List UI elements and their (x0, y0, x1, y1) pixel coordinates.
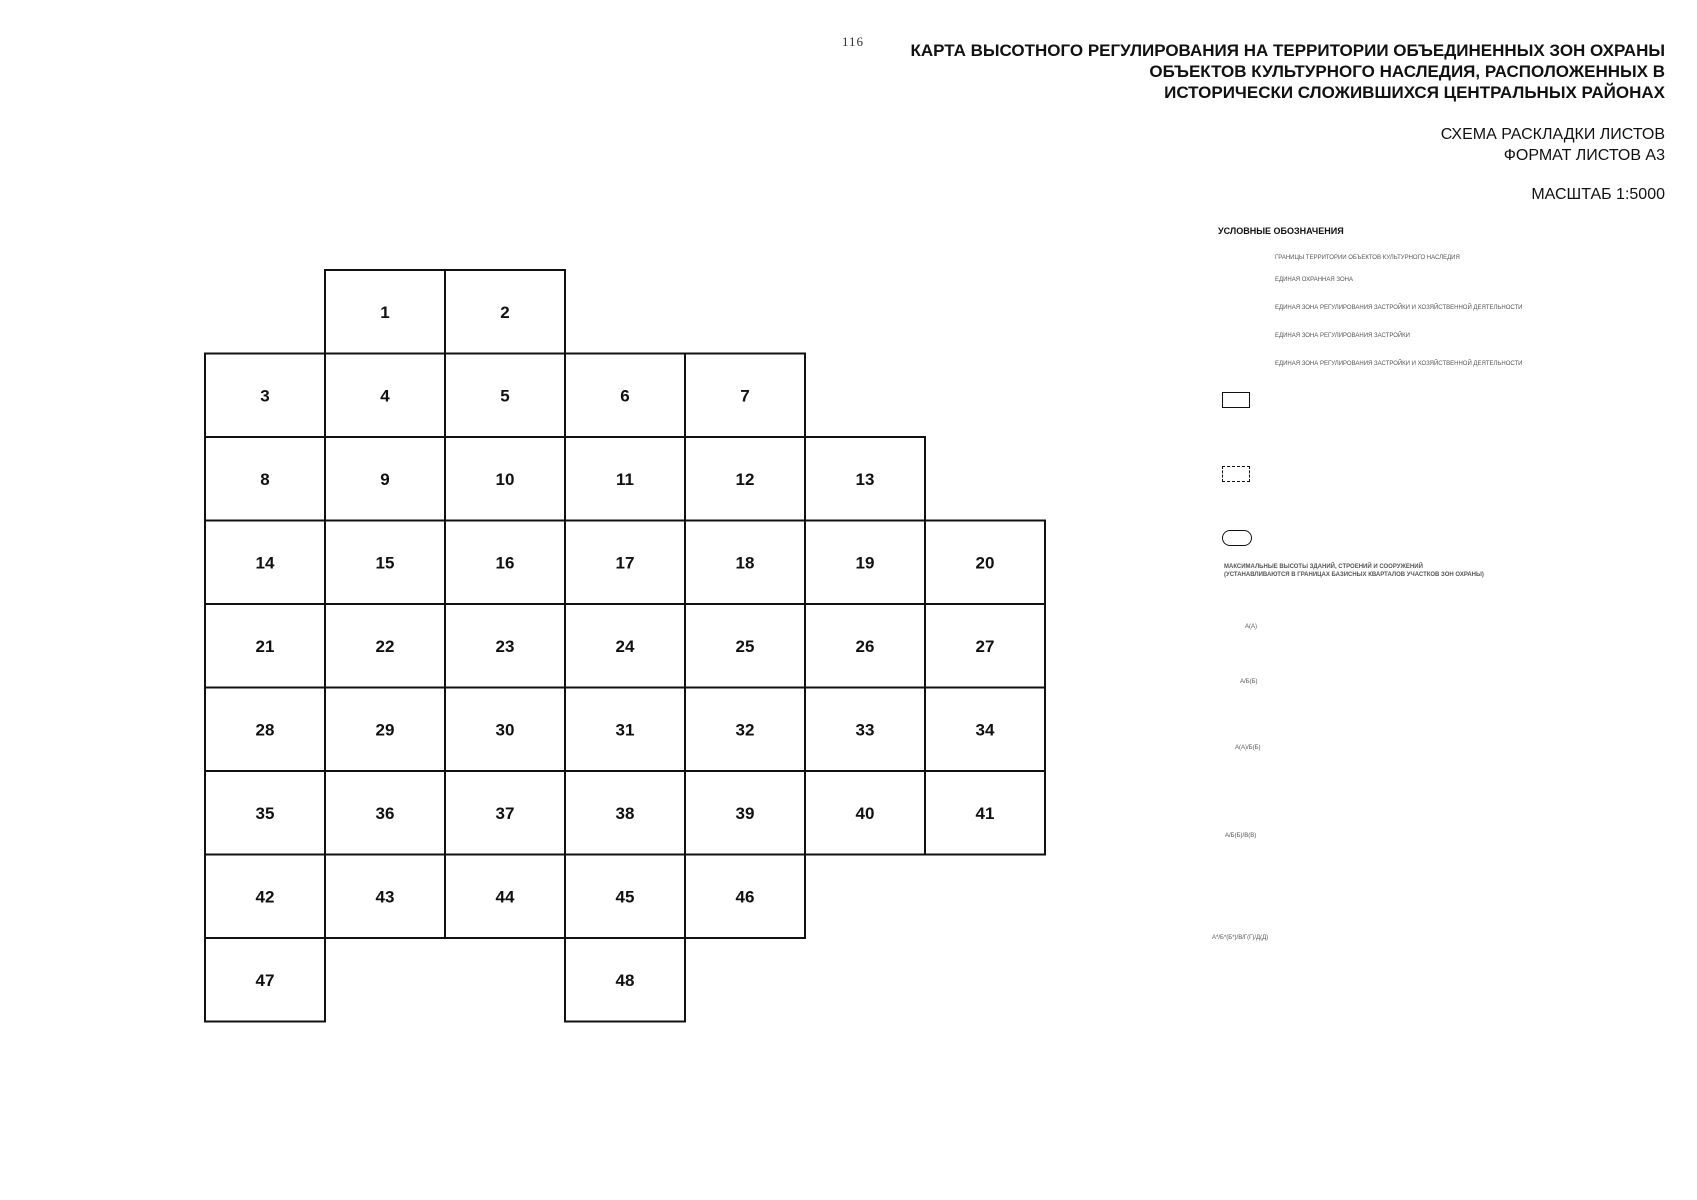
sheet-label-25: 25 (735, 636, 755, 656)
sheet-label-23: 23 (495, 636, 515, 656)
legend-item-4: ЕДИНАЯ ЗОНА РЕГУЛИРОВАНИЯ ЗАСТРОЙКИ (1275, 333, 1410, 339)
sheet-label-12: 12 (735, 469, 755, 489)
sheet-label-48: 48 (615, 970, 635, 990)
sheet-label-35: 35 (255, 803, 275, 823)
sheet-label-42: 42 (255, 887, 275, 907)
legend-item-2: ЕДИНАЯ ОХРАННАЯ ЗОНА (1275, 277, 1353, 283)
sheet-label-43: 43 (375, 887, 395, 907)
sheet-label-34: 34 (975, 720, 995, 740)
sheet-label-40: 40 (855, 803, 875, 823)
legend-item-1: ГРАНИЦЫ ТЕРРИТОРИИ ОБЪЕКТОВ КУЛЬТУРНОГО НАСЛЕДИЯ (1275, 255, 1460, 261)
legend-group-label-3: А(А)/Б(Б) (1235, 745, 1261, 751)
sheet-label-31: 31 (615, 720, 635, 740)
sheet-label-21: 21 (255, 636, 275, 656)
sheet-label-14: 14 (255, 553, 275, 573)
sheet-label-27: 27 (975, 636, 995, 656)
legend-item-5: ЕДИНАЯ ЗОНА РЕГУЛИРОВАНИЯ ЗАСТРОЙКИ И ХОЗЯЙСТВЕННОЙ ДЕЯТЕЛЬНОСТИ (1275, 361, 1523, 367)
title-line-2: ОБЪЕКТОВ КУЛЬТУРНОГО НАСЛЕДИЯ, РАСПОЛОЖЕННЫХ В (1149, 62, 1665, 81)
subtitle-line-2: ФОРМАТ ЛИСТОВ А3 (1503, 147, 1665, 164)
legend-heights-subtitle: (УСТАНАВЛИВАЮТСЯ В ГРАНИЦАХ БАЗИСНЫХ КВАРТАЛОВ УЧАСТКОВ ЗОН ОХРАНЫ) (1224, 572, 1484, 578)
sheet-label-36: 36 (375, 803, 395, 823)
sheet-label-6: 6 (620, 386, 630, 406)
title-line-1: КАРТА ВЫСОТНОГО РЕГУЛИРОВАНИЯ НА ТЕРРИТОРИИ ОБЪЕДИНЕННЫХ ЗОН ОХРАНЫ (910, 41, 1665, 60)
sheet-label-22: 22 (375, 636, 395, 656)
sheet-label-30: 30 (495, 720, 515, 740)
sheet-label-9: 9 (380, 469, 390, 489)
legend-swatch-dashed (1222, 466, 1250, 482)
legend-swatch-solid (1222, 392, 1250, 408)
sheet-label-45: 45 (615, 887, 635, 907)
sheet-label-19: 19 (855, 553, 875, 573)
sheet-label-11: 11 (616, 469, 634, 489)
sheet-label-46: 46 (735, 887, 755, 907)
sheet-label-44: 44 (495, 887, 515, 907)
sheet-label-26: 26 (855, 636, 875, 656)
title-line-3: ИСТОРИЧЕСКИ СЛОЖИВШИХСЯ ЦЕНТРАЛЬНЫХ РАЙОНАХ (1164, 83, 1665, 102)
sheet-label-38: 38 (615, 803, 635, 823)
sheet-label-4: 4 (380, 386, 390, 406)
sheet-label-10: 10 (495, 469, 515, 489)
sheet-label-2: 2 (500, 302, 510, 322)
sheet-label-7: 7 (740, 386, 750, 406)
sheet-label-37: 37 (495, 803, 515, 823)
sheet-label-1: 1 (380, 302, 390, 322)
sheet-label-5: 5 (500, 386, 510, 406)
legend-heights-title: МАКСИМАЛЬНЫЕ ВЫСОТЫ ЗДАНИЙ, СТРОЕНИЙ И СООРУЖЕНИЙ (1224, 564, 1423, 570)
sheet-label-32: 32 (735, 720, 755, 740)
page-number: 116 (842, 34, 865, 49)
sheet-label-41: 41 (975, 803, 995, 823)
legend (1218, 226, 1548, 246)
sheet-label-39: 39 (735, 803, 755, 823)
legend-group-label-1: А(А) (1245, 624, 1257, 630)
sheet-label-18: 18 (735, 553, 755, 573)
sheet-label-28: 28 (255, 720, 275, 740)
sheet-label-24: 24 (615, 636, 635, 656)
legend-item-3: ЕДИНАЯ ЗОНА РЕГУЛИРОВАНИЯ ЗАСТРОЙКИ И ХОЗЯЙСТВЕННОЙ ДЕЯТЕЛЬНОСТИ (1275, 305, 1523, 311)
sheet-label-29: 29 (375, 720, 395, 740)
legend-group-label-5: А*/Б*(Б*)/В/Г(Г)/Д(Д) (1212, 935, 1269, 941)
sheet-label-8: 8 (260, 469, 270, 489)
sheet-label-3: 3 (260, 386, 270, 406)
sheet-label-20: 20 (975, 553, 995, 573)
sheet-label-13: 13 (855, 469, 875, 489)
sheet-label-17: 17 (615, 553, 635, 573)
legend-group-label-4: А/Б(Б)/В(В) (1225, 833, 1257, 839)
sheet-label-15: 15 (375, 553, 395, 573)
map-scale: МАСШТАБ 1:5000 (1531, 186, 1665, 203)
legend-group-label-2: А/Б(Б) (1240, 679, 1258, 685)
sheet-label-33: 33 (855, 720, 875, 740)
subtitle-line-1: СХЕМА РАСКЛАДКИ ЛИСТОВ (1440, 126, 1665, 143)
layout-subtitle (1441, 124, 1665, 166)
legend-title: УСЛОВНЫЕ ОБОЗНАЧЕНИЯ (1218, 226, 1344, 236)
legend-swatch-rounded (1222, 530, 1252, 546)
sheet-label-16: 16 (495, 553, 515, 573)
sheet-label-47: 47 (255, 970, 275, 990)
